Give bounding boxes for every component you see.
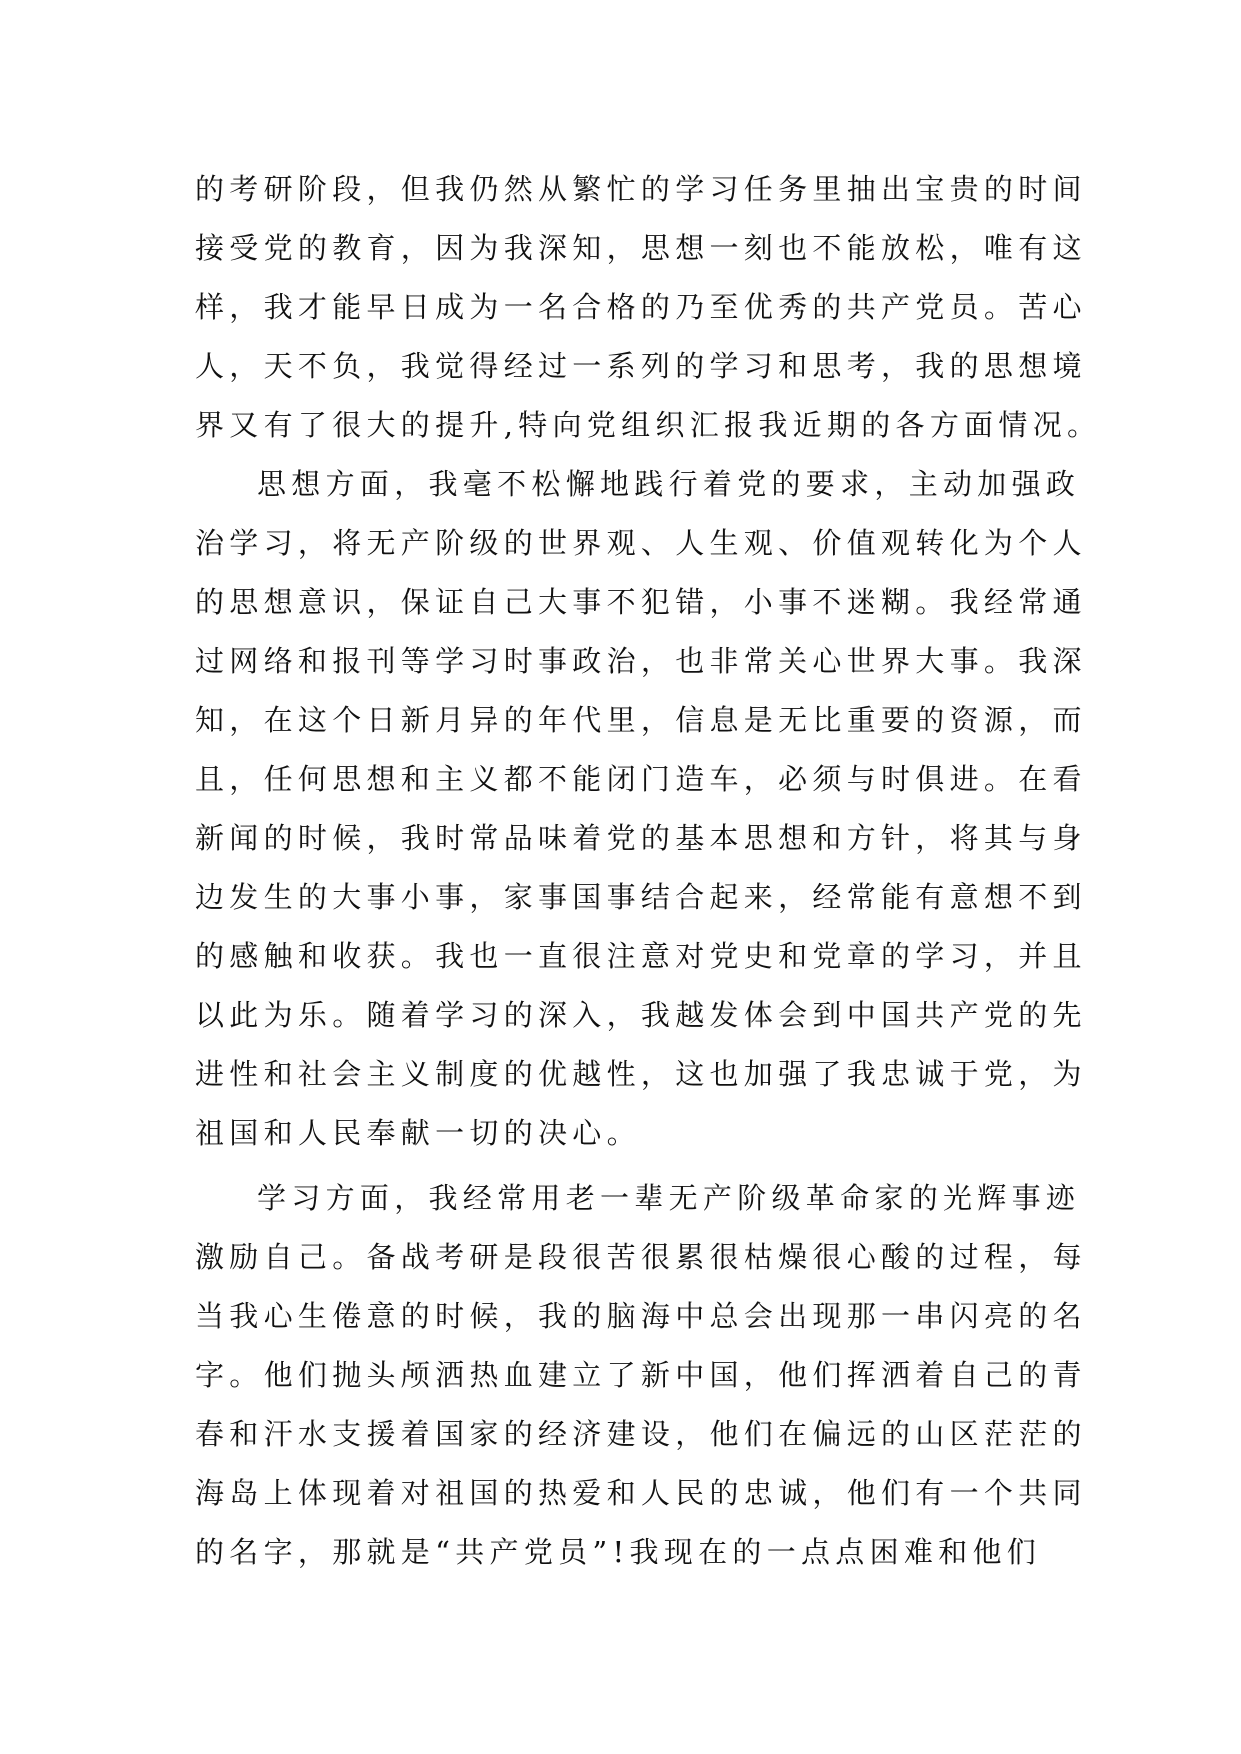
text-line: 以此为乐。随着学习的深入，我越发体会到中国共产党的先	[195, 998, 1087, 1032]
text-line: 海岛上体现着对祖国的热爱和人民的忠诚，他们有一个共同	[195, 1476, 1087, 1510]
text-line: 治学习，将无产阶级的世界观、人生观、价值观转化为个人	[195, 526, 1087, 560]
text-line: 且，任何思想和主义都不能闭门造车，必须与时俱进。在看	[195, 762, 1087, 796]
text-line: 的思想意识，保证自己大事不犯错，小事不迷糊。我经常通	[195, 585, 1087, 619]
text-line: 的考研阶段，但我仍然从繁忙的学习任务里抽出宝贵的时间	[195, 172, 1087, 206]
text-line: 界又有了很大的提升,特向党组织汇报我近期的各方面情况。	[195, 408, 1102, 442]
text-line: 字。他们抛头颅洒热血建立了新中国，他们挥洒着自己的青	[195, 1358, 1087, 1392]
body-text	[195, 160, 1102, 1582]
text-line: 春和汗水支援着国家的经济建设，他们在偏远的山区茫茫的	[195, 1417, 1087, 1451]
text-line: 激励自己。备战考研是段很苦很累很枯燥很心酸的过程，每	[195, 1240, 1087, 1274]
text-line: 样，我才能早日成为一名合格的乃至优秀的共产党员。苦心	[195, 290, 1087, 324]
text-line: 进性和社会主义制度的优越性，这也加强了我忠诚于党，为	[195, 1057, 1087, 1091]
text-line: 过网络和报刊等学习时事政治，也非常关心世界大事。我深	[195, 644, 1087, 678]
text-line: 的感触和收获。我也一直很注意对党史和党章的学习，并且	[195, 939, 1087, 973]
paragraph-first-line: 学习方面，我经常用老一辈无产阶级革命家的光辉事迹	[257, 1181, 1081, 1215]
text-line: 知，在这个日新月异的年代里，信息是无比重要的资源，而	[195, 703, 1087, 737]
text-line: 人，天不负，我觉得经过一系列的学习和思考，我的思想境	[195, 349, 1087, 383]
text-line: 祖国和人民奉献一切的决心。	[195, 1116, 641, 1150]
paragraph-first-line: 思想方面，我毫不松懈地践行着党的要求，主动加强政	[257, 467, 1081, 501]
text-line: 新闻的时候，我时常品味着党的基本思想和方针，将其与身	[195, 821, 1087, 855]
text-line: 边发生的大事小事，家事国事结合起来，经常能有意想不到	[195, 880, 1087, 914]
text-line: 当我心生倦意的时候，我的脑海中总会出现那一串闪亮的名	[195, 1299, 1087, 1333]
text-line: 接受党的教育，因为我深知，思想一刻也不能放松，唯有这	[195, 231, 1087, 265]
text-line: 的名字，那就是“共产党员”!我现在的一点点困难和他们	[195, 1535, 1042, 1569]
